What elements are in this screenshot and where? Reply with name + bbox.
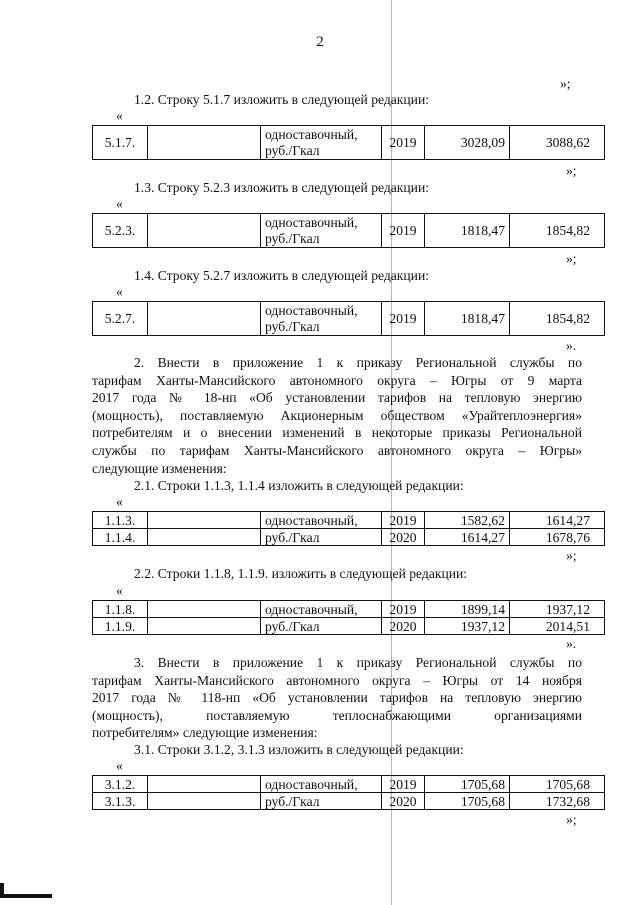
cell-number: 1.1.4.	[93, 529, 148, 546]
cell-value-2: 1614,27	[510, 512, 605, 529]
paragraph-line: потребителям и о внесении изменений в некоторые приказы Региональной	[92, 425, 582, 441]
quote-open: «	[116, 758, 123, 773]
cell-year: 2019	[382, 776, 425, 793]
cell-value-1: 1937,12	[425, 618, 510, 635]
table-5-1-7	[92, 125, 605, 160]
cell-value-2: 1732,68	[510, 793, 605, 810]
closing-quote-2-2: ».	[566, 636, 577, 651]
paragraph-line: (мощность), поставляемую Акционерным обществом «Урайтеплоэнергия»	[92, 407, 582, 423]
cell-year: 2019	[382, 512, 425, 529]
paragraph-line: 2. Внести в приложение 1 к приказу Региональной службы по	[134, 355, 582, 370]
cell-empty	[148, 214, 261, 248]
cell-empty	[148, 302, 261, 336]
cell-year: 2020	[382, 529, 425, 546]
table-5-2-3	[92, 213, 605, 248]
scan-corner-mark-vertical	[0, 883, 4, 898]
scan-corner-mark	[0, 894, 52, 898]
cell-year: 2020	[382, 618, 425, 635]
cell-value-2: 1854,82	[510, 214, 605, 248]
table-row	[93, 512, 605, 529]
page-number: 2	[316, 34, 324, 50]
cell-tariff-type: одноставочный, руб./Гкал	[261, 302, 382, 336]
cell-number: 1.1.9.	[93, 618, 148, 635]
table-row	[93, 601, 605, 618]
cell-number: 3.1.3.	[93, 793, 148, 810]
paragraph-line: 2017 года № 118-нп «Об установлении тарифов на тепловую энергию	[92, 690, 582, 706]
cell-value-1: 3028,09	[425, 126, 510, 160]
paragraph-line: 3. Внести в приложение 1 к приказу Региональной службы по	[134, 655, 582, 670]
cell-tariff-type: одноставочный,	[261, 776, 382, 793]
cell-empty	[148, 601, 261, 618]
paragraph-line: следующие изменения:	[92, 460, 227, 476]
cell-value-1: 1818,47	[425, 302, 510, 336]
cell-value-1: 1705,68	[425, 776, 510, 793]
paragraph-line: 2017 года № 18-нп «Об установлении тарифов на тепловую энергию	[92, 390, 582, 406]
cell-empty	[148, 618, 261, 635]
table-5-2-7	[92, 301, 605, 336]
cell-year: 2019	[382, 126, 425, 160]
cell-year: 2019	[382, 214, 425, 248]
cell-empty	[148, 793, 261, 810]
cell-number: 5.1.7.	[93, 126, 148, 160]
heading-1-2: 1.2. Строку 5.1.7 изложить в следующей редакции:	[134, 92, 429, 107]
table-1-1-3	[92, 511, 605, 546]
paragraph-line: (мощность), поставляемую теплоснабжающими организациями	[92, 707, 582, 723]
heading-3-1: 3.1. Строки 3.1.2, 3.1.3 изложить в следующей редакции:	[134, 742, 464, 757]
cell-tariff-type: руб./Гкал	[261, 793, 382, 810]
cell-tariff-type: одноставочный, руб./Гкал	[261, 126, 382, 160]
heading-1-4: 1.4. Строку 5.2.7 изложить в следующей редакции:	[134, 268, 429, 283]
paragraph-line: службы по тарифам Ханты-Мансийского автономного округа – Югры»	[92, 442, 582, 458]
paragraph-line: потребителям» следующие изменения:	[92, 725, 318, 741]
table-1-1-8	[92, 600, 605, 635]
table-row	[93, 618, 605, 635]
paragraph-2	[92, 354, 582, 477]
cell-value-1: 1818,47	[425, 214, 510, 248]
cell-year: 2019	[382, 302, 425, 336]
cell-tariff-type: одноставочный,	[261, 601, 382, 618]
cell-tariff-type: одноставочный, руб./Гкал	[261, 214, 382, 248]
cell-empty	[148, 529, 261, 546]
closing-quote-prev: »;	[560, 76, 571, 91]
cell-value-1: 1582,62	[425, 512, 510, 529]
cell-empty	[148, 126, 261, 160]
cell-number: 1.1.8.	[93, 601, 148, 618]
table-3-1-2	[92, 775, 605, 810]
quote-open: «	[116, 196, 123, 211]
closing-quote-1-4: ».	[566, 338, 577, 353]
cell-value-2: 1705,68	[510, 776, 605, 793]
quote-open: «	[116, 494, 123, 509]
quote-open: «	[116, 108, 123, 123]
closing-quote-1-3: »;	[566, 251, 577, 266]
cell-value-2: 1937,12	[510, 601, 605, 618]
paragraph-line: тарифам Ханты-Мансийского автономного округа – Югры от 14 ноября	[92, 672, 582, 688]
heading-2-2: 2.2. Строки 1.1.8, 1.1.9. изложить в следующей редакции:	[134, 566, 468, 581]
heading-2-1: 2.1. Строки 1.1.3, 1.1.4 изложить в следующей редакции:	[134, 478, 464, 493]
cell-value-2: 1678,76	[510, 529, 605, 546]
cell-value-1: 1899,14	[425, 601, 510, 618]
table-row	[93, 126, 605, 160]
cell-value-1: 1705,68	[425, 793, 510, 810]
cell-year: 2020	[382, 793, 425, 810]
cell-tariff-type: одноставочный,	[261, 512, 382, 529]
cell-number: 3.1.2.	[93, 776, 148, 793]
cell-value-2: 3088,62	[510, 126, 605, 160]
quote-open: «	[116, 284, 123, 299]
cell-year: 2019	[382, 601, 425, 618]
closing-quote-2-1: »;	[566, 548, 577, 563]
cell-number: 1.1.3.	[93, 512, 148, 529]
table-row	[93, 214, 605, 248]
cell-tariff-type: руб./Гкал	[261, 529, 382, 546]
table-row	[93, 793, 605, 810]
cell-number: 5.2.3.	[93, 214, 148, 248]
cell-tariff-type: руб./Гкал	[261, 618, 382, 635]
table-row	[93, 529, 605, 546]
closing-quote-3-1: »;	[566, 812, 577, 827]
cell-number: 5.2.7.	[93, 302, 148, 336]
cell-value-2: 1854,82	[510, 302, 605, 336]
closing-quote-1-2: »;	[566, 163, 577, 178]
paragraph-3	[92, 654, 582, 742]
quote-open: «	[116, 583, 123, 598]
heading-1-3: 1.3. Строку 5.2.3 изложить в следующей редакции:	[134, 180, 429, 195]
table-row	[93, 302, 605, 336]
paragraph-line: тарифам Ханты-Мансийского автономного округа – Югры от 9 марта	[92, 372, 582, 388]
cell-value-1: 1614,27	[425, 529, 510, 546]
table-row	[93, 776, 605, 793]
cell-value-2: 2014,51	[510, 618, 605, 635]
cell-empty	[148, 776, 261, 793]
cell-empty	[148, 512, 261, 529]
